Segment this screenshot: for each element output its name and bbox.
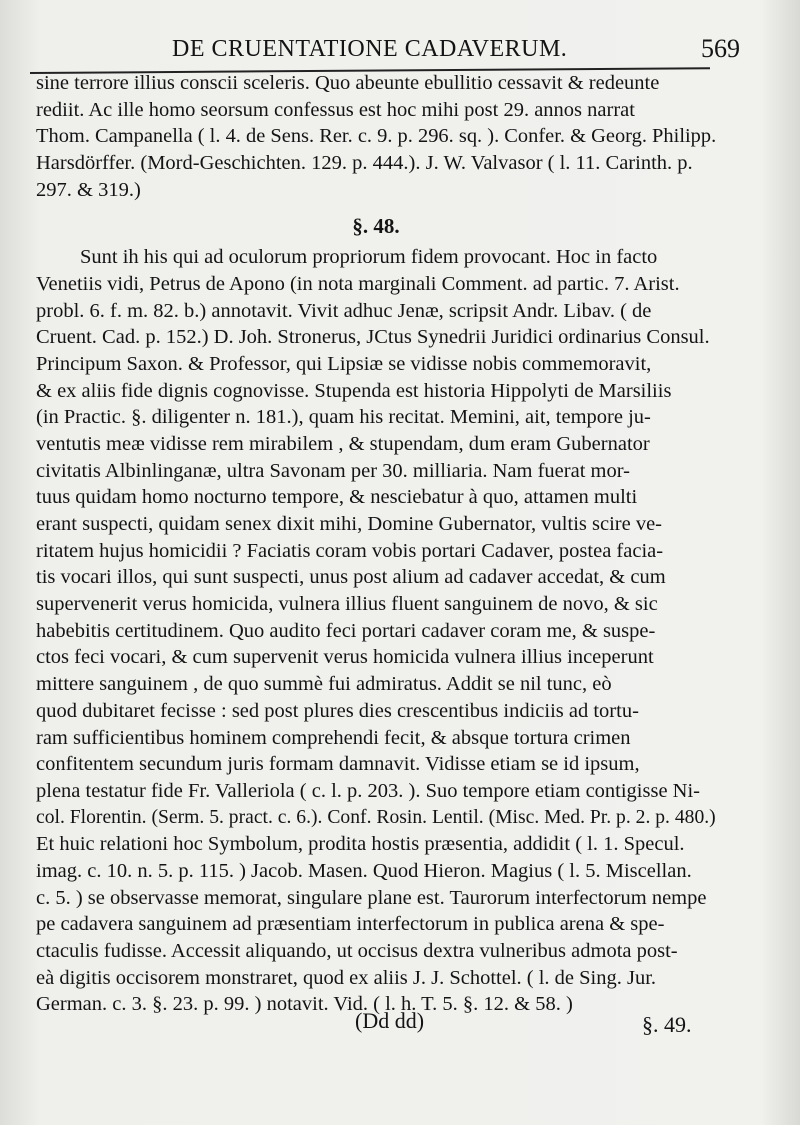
text-line: eà digitis occisorem monstraret, quod ex aliis J. J. Schottel. ( l. de Sing. Jur. xyxy=(36,966,657,989)
text-line: erant suspecti, quidam senex dixit mihi, Domine Gubernator, vultis scire ve- xyxy=(36,513,662,536)
text-line: rediit. Ac ille homo seorsum confessus est hoc mihi post 29. annos narrat xyxy=(36,98,635,121)
text-line: ritatem hujus homicidii ? Faciatis coram vobis portari Cadaver, postea facia- xyxy=(36,539,664,562)
text-line: c. 5. ) se observasse memorat, singulare plane est. Taurorum interfectorum nempe xyxy=(36,886,707,909)
text-line: ventutis meæ vidisse rem mirabilem , & stupendam, dum eram Gubernator xyxy=(36,432,650,455)
text-line: ram sufficientibus hominem comprehendi fecit, & absque tortura crimen xyxy=(36,726,631,749)
text-line: tuus quidam homo nocturno tempore, & nesciebatur à quo, attamen multi xyxy=(36,486,638,509)
text-line: ctaculis fudisse. Accessit aliquando, ut occisus dextra vulneribus admota post- xyxy=(36,940,678,963)
text-line: imag. c. 10. n. 5. p. 115. ) Jacob. Masen. Quod Hieron. Magius ( l. 5. Miscellan. xyxy=(36,859,692,882)
body-text xyxy=(36,70,716,1018)
page-footer xyxy=(0,1008,800,1048)
text-line: plena testatur fide Fr. Valleriola ( c. l. p. 203. ). Suo tempore etiam contigisse Ni- xyxy=(36,779,701,802)
section-heading: §. 48. xyxy=(352,214,400,239)
text-line: Venetiis vidi, Petrus de Apono (in nota marginali Comment. ad partic. 7. Arist. xyxy=(36,272,680,295)
text-line: & ex aliis fide dignis cognovisse. Stupenda est historia Hippolyti de Marsiliis xyxy=(36,379,672,402)
page-number: 569 xyxy=(701,34,740,63)
text-line: civitatis Albinlinganæ, ultra Savonam per 30. milliaria. Nam fuerat mor- xyxy=(36,459,630,482)
text-line: German. c. 3. §. 23. p. 99. ) notavit. Vid. ( l. h. T. 5. §. 12. & 58. ) xyxy=(36,993,573,1016)
text-line: Et huic relationi hoc Symbolum, prodita hostis præsentia, addidit ( l. 1. Specul. xyxy=(36,833,685,856)
text-line: ctos feci vocari, & cum supervenit verus homicida vulnera illius inceperunt xyxy=(36,646,654,669)
text-line: mittere sanguinem , de quo summè fui admiratus. Addit se nil tunc, eò xyxy=(36,673,612,696)
running-title: DE CRUENTATIONE CADAVERUM. xyxy=(172,36,568,62)
text-line: 297. & 319.) xyxy=(36,178,141,201)
text-line: Cruent. Cad. p. 152.) D. Joh. Stronerus, JCtus Synedrii Juridici ordinarius Consul. xyxy=(36,326,710,349)
text-line: supervenerit verus homicida, vulnera illius fluent sanguinem de novo, & sic xyxy=(36,593,658,616)
text-line: sine terrore illius conscii sceleris. Quo abeunte ebullitio cessavit & redeunte xyxy=(36,72,660,94)
text-line: tis vocari illos, qui sunt suspecti, unus post alium ad cadaver accedat, & cum xyxy=(36,566,666,589)
text-line: (in Practic. §. diligenter n. 181.), quam his recitat. Memini, ait, tempore ju- xyxy=(36,406,651,429)
text-line: col. Florentin. (Serm. 5. pract. c. 6.). Conf. Rosin. Lentil. (Misc. Med. Pr. p. 2. p. 480.) xyxy=(36,806,716,828)
text-line: pe cadavera sanguinem ad præsentiam interfectorum in publica arena & spe- xyxy=(36,913,665,936)
text-line: Harsdörffer. (Mord-Geschichten. 129. p. 444.). J. W. Valvasor ( l. 11. Carinth. p. xyxy=(36,152,693,175)
text-line: Thom. Campanella ( l. 4. de Sens. Rer. c. 9. p. 296. sq. ). Confer. & Georg. Philipp. xyxy=(36,125,717,148)
text-line: quod dubitaret fecisse : sed post plures dies crescentibus indiciis ad tortu- xyxy=(36,699,639,722)
catchword: §. 49. xyxy=(642,1012,692,1037)
text-line: confitentem secundum juris formam damnavit. Vidisse etiam se id ipsum, xyxy=(36,753,640,776)
text-line: Principum Saxon. & Professor, qui Lipsiæ se vidisse nobis commemoravit, xyxy=(36,352,652,375)
text-line: Sunt ih his qui ad oculorum propriorum fidem provocant. Hoc in facto xyxy=(80,246,658,269)
signature-mark: (Dd dd) xyxy=(355,1008,425,1033)
text-line: habebitis certitudinem. Quo audito feci portari cadaver coram me, & suspe- xyxy=(36,619,656,642)
text-line: probl. 6. f. m. 82. b.) annotavit. Vivit adhuc Jenæ, scripsit Andr. Libav. ( de xyxy=(36,299,652,322)
